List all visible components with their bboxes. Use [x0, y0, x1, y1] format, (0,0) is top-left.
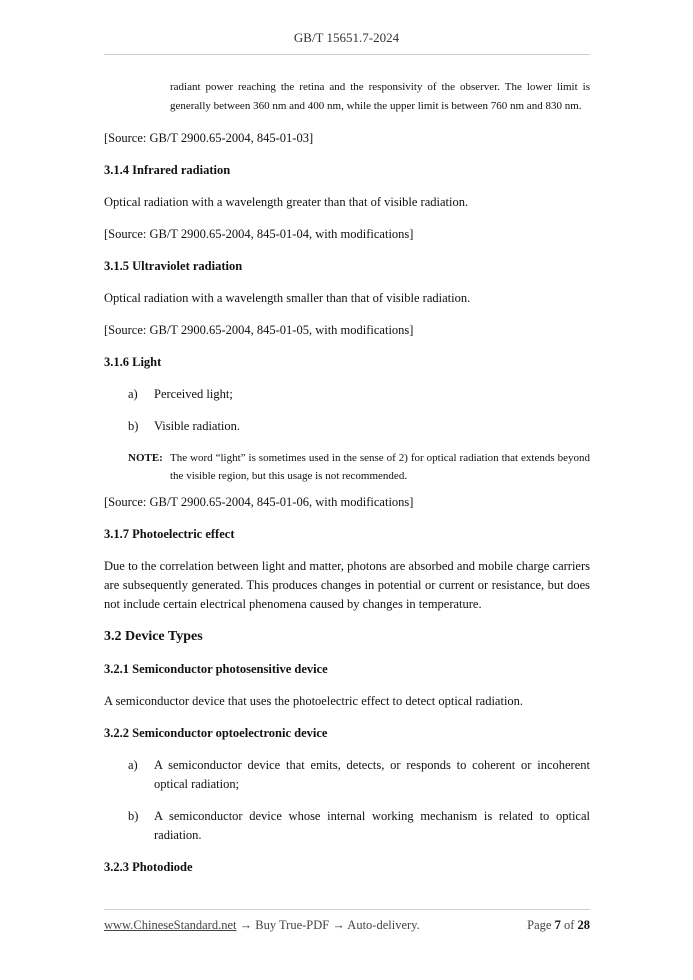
- note-label: NOTE:: [128, 452, 163, 464]
- page-word: Page: [527, 918, 552, 932]
- list-text: A semiconductor device whose internal working mechanism is related to optical radiation.: [154, 809, 590, 842]
- list-marker: a): [128, 387, 138, 401]
- section-heading-3-2-1: 3.2.1 Semiconductor photosensitive device: [104, 662, 328, 676]
- running-header: GB/T 15651.7-2024: [293, 30, 400, 45]
- source-ref: [Source: GB/T 2900.65-2004, 845-01-05, with modifications]: [104, 323, 414, 337]
- section-heading-3-2: 3.2 Device Types: [104, 629, 203, 644]
- page-content: [104, 78, 590, 877]
- definition-paragraph: Due to the correlation between light and matter, photons are absorbed and mobile charge carriers are subsequently generated. This produces changes in potential or current or resistance, but does not include certain electrical phenomena caused by changes in temperature.: [104, 559, 590, 611]
- source-ref: [Source: GB/T 2900.65-2004, 845-01-06, with modifications]: [104, 495, 414, 509]
- section-heading-3-1-5: 3.1.5 Ultraviolet radiation: [104, 259, 243, 273]
- page-footer: [104, 918, 590, 933]
- list-marker: b): [128, 419, 139, 433]
- header-divider: [104, 54, 590, 55]
- definition-paragraph: A semiconductor device that uses the photoelectric effect to detect optical radiation.: [104, 694, 524, 708]
- list-item: [128, 385, 590, 404]
- list-text: A semiconductor device that emits, detects, or responds to coherent or incoherent optical radiation;: [154, 758, 590, 791]
- source-ref: [Source: GB/T 2900.65-2004, 845-01-03]: [104, 131, 314, 145]
- list-marker: b): [128, 809, 139, 823]
- definition-paragraph: Optical radiation with a wavelength greater than that of visible radiation.: [104, 195, 469, 209]
- page-indicator: [527, 918, 590, 933]
- list-item: [128, 756, 590, 794]
- definition-paragraph: Optical radiation with a wavelength smaller than that of visible radiation.: [104, 291, 471, 305]
- section-heading-3-1-7: 3.1.7 Photoelectric effect: [104, 527, 235, 541]
- list-text: Perceived light;: [154, 387, 233, 401]
- footer-left: [104, 918, 420, 933]
- section-heading-3-1-4: 3.1.4 Infrared radiation: [104, 163, 231, 177]
- footer-divider: [104, 909, 590, 910]
- note-block: [128, 449, 590, 485]
- list-text: Visible radiation.: [154, 419, 241, 433]
- page-of: of: [563, 918, 575, 932]
- list-marker: a): [128, 758, 138, 772]
- list-item: [128, 807, 590, 845]
- page-current: 7: [554, 918, 561, 932]
- list-item: [128, 417, 590, 436]
- section-heading-3-2-2: 3.2.2 Semiconductor optoelectronic device: [104, 726, 328, 740]
- section-heading-3-2-3: 3.2.3 Photodiode: [104, 860, 193, 874]
- page-total: 28: [577, 918, 590, 932]
- note-text: The word “light” is sometimes used in the sense of 2) for optical radiation that extends beyond the visible region, but this usage is not recommended.: [170, 452, 590, 482]
- continued-paragraph: radiant power reaching the retina and the responsivity of the observer. The lower limit is generally between 360 nm and 400 nm, while the upper limit is between 760 nm and 830 nm.: [170, 81, 590, 112]
- site-link[interactable]: www.ChineseStandard.net: [104, 918, 237, 932]
- section-heading-3-1-6: 3.1.6 Light: [104, 355, 162, 369]
- source-ref: [Source: GB/T 2900.65-2004, 845-01-04, with modifications]: [104, 227, 414, 241]
- footer-tagline: → Buy True-PDF → Auto-delivery.: [239, 918, 420, 932]
